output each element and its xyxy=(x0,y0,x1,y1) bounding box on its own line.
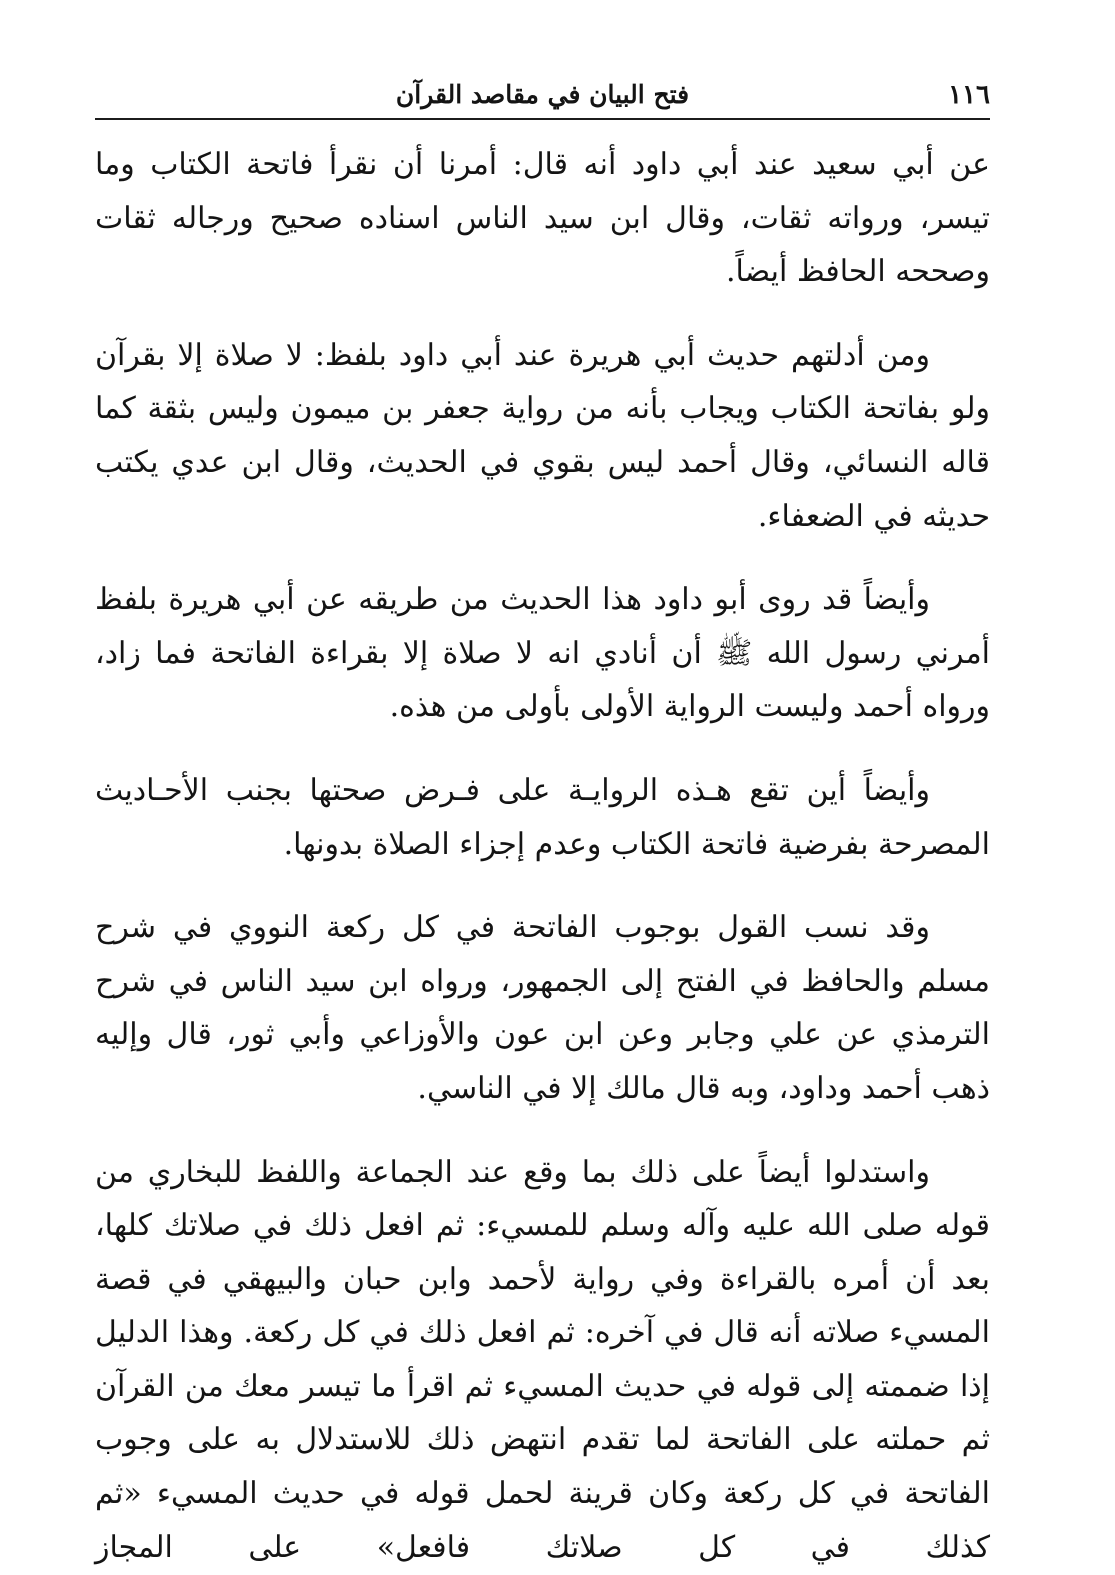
body-text xyxy=(95,138,990,1574)
paragraph: وقد نسب القول بوجوب الفاتحة في كل ركعة النووي في شرح مسلم والحافظ في الفتح إلى الجمهور، ورواه ابن سيد الناس في شرح الترمذي عن علي وجابر وعن ابن عون والأوزاعي وأبي ثور، قال وإليه ذهب أحمد وداود، وبه قال مالك إلا في الناسي. xyxy=(95,910,990,1106)
paragraph: واستدلوا أيضاً على ذلك بما وقع عند الجماعة واللفظ للبخاري من قوله صلى الله عليه وآله وسلم للمسيء: ثم افعل ذلك في صلاتك كلها، بعد أن أمره بالقراءة وفي رواية لأحمد وابن حبان والبيهقي في قصة المسيء صلاته أنه قال في آخره: ثم افعل ذلك في كل ركعة. وهذا الدليل إذا ضممته إلى قوله في حديث المسيء ثم اقرأ ما تيسر معك من القرآن ثم حملته على الفاتحة لما تقدم انتهض ذلك للاستدلال به على وجوب الفاتحة في كل ركعة وكان قرينة لحمل قوله في حديث المسيء «ثم كذلك في كل صلاتك فافعل» على المجاز xyxy=(95,1154,990,1565)
page-number: ١١٦ xyxy=(948,80,990,110)
running-title: فتح البيان في مقاصد القرآن xyxy=(395,80,690,109)
page-header xyxy=(95,78,990,120)
paragraph: عن أبي سعيد عند أبي داود أنه قال: أمرنا أن نقرأ فاتحة الكتاب وما تيسر، ورواته ثقات، وقال ابن سيد الناس اسناده صحيح ورجاله ثقات وصححه الحافظ أيضاً. xyxy=(95,147,990,290)
paragraph: وأيضاً أين تقع هـذه الروايـة على فـرض صحتها بجنب الأحـاديث المصرحة بفرضية فاتحة الكتاب وعدم إجزاء الصلاة بدونها. xyxy=(95,772,990,862)
paragraph: وأيضاً قد روى أبو داود هذا الحديث من طريقه عن أبي هريرة بلفظ أمرني رسول الله ﷺ أن أنادي انه لا صلاة إلا بقراءة الفاتحة فما زاد، ورواه أحمد وليست الرواية الأولى بأولى من هذه. xyxy=(95,582,990,725)
paragraph: ومن أدلتهم حديث أبي هريرة عند أبي داود بلفظ: لا صلاة إلا بقرآن ولو بفاتحة الكتاب ويجاب بأنه من رواية جعفر بن ميمون وليس بثقة كما قاله النسائي، وقال أحمد ليس بقوي في الحديث، وقال ابن عدي يكتب حديثه في الضعفاء. xyxy=(95,337,990,534)
